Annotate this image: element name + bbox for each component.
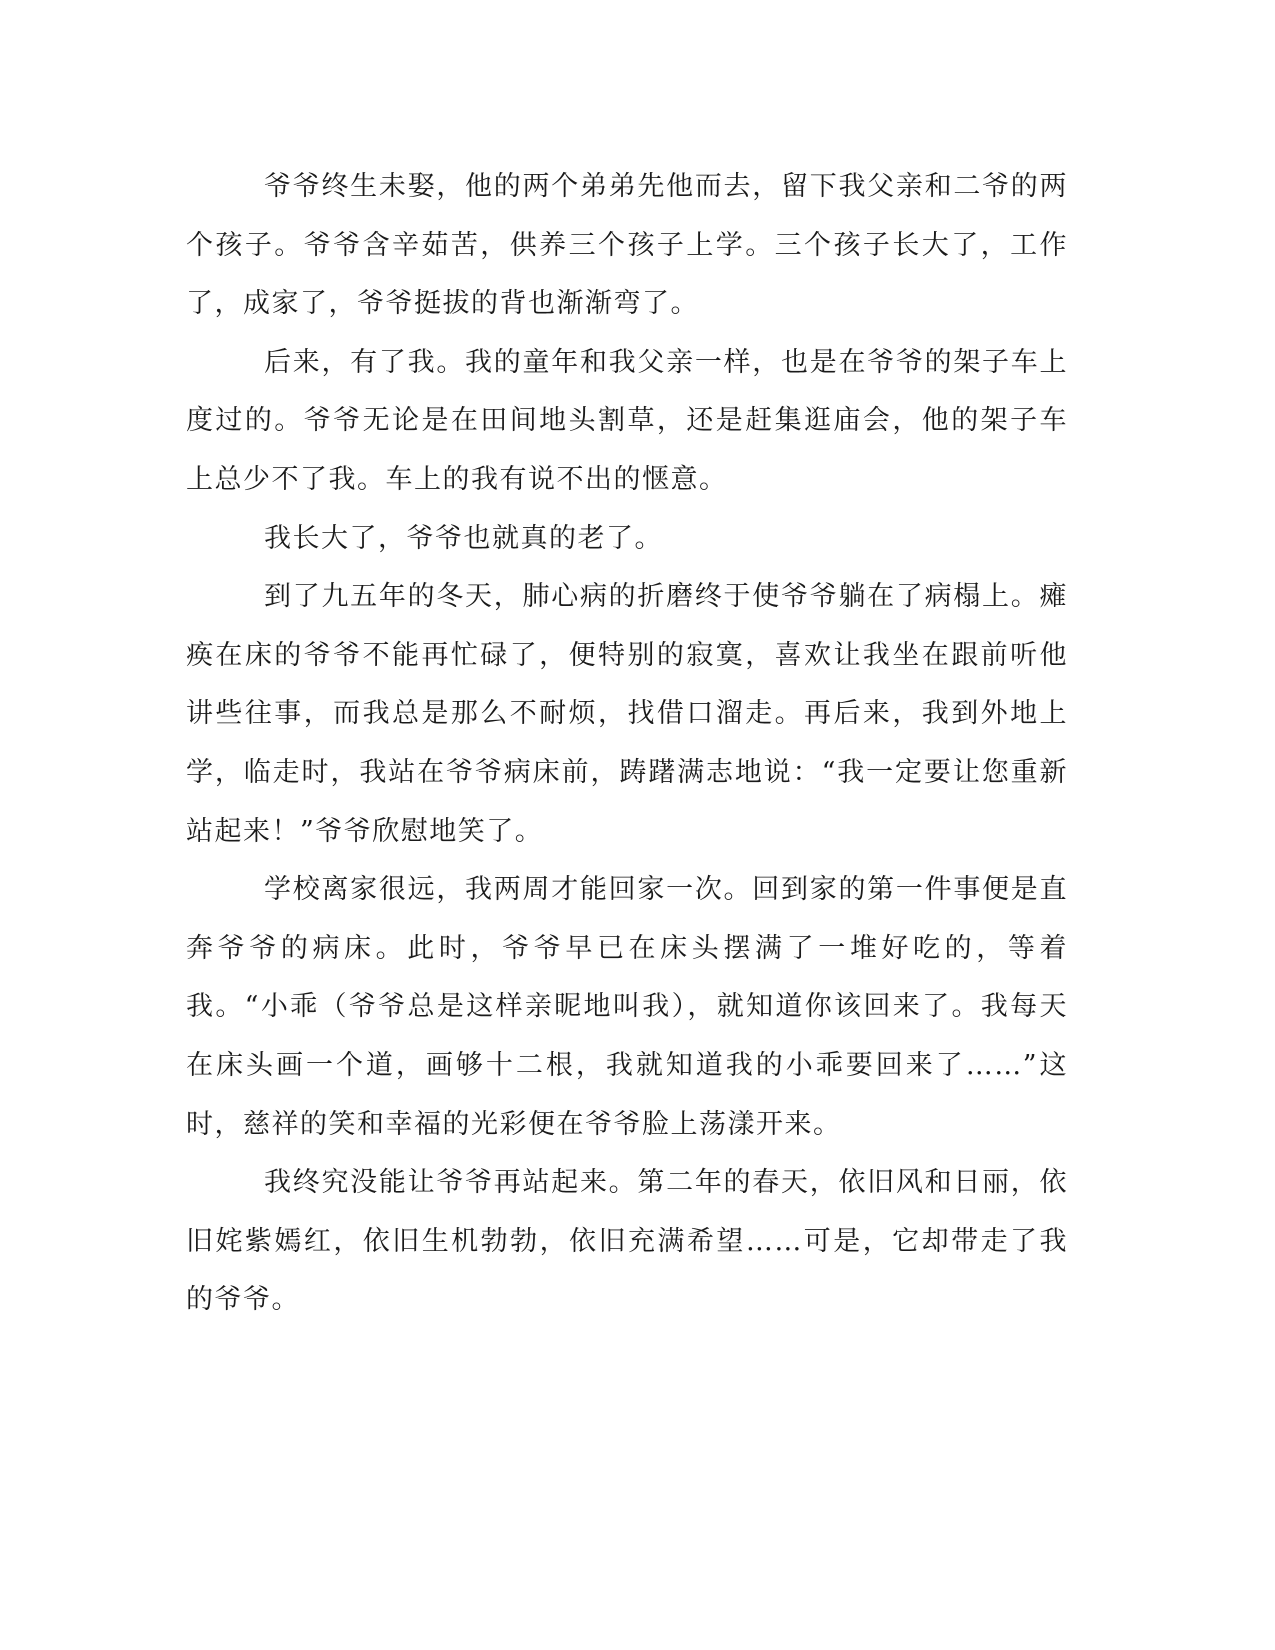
- paragraph-6: 我终究没能让爷爷再站起来。第二年的春天，依旧风和日丽，依旧姹紫嫣红，依旧生机勃勃，依旧充满希望……可是，它却带走了我的爷爷。: [186, 1167, 1068, 1316]
- paragraph-3: 我长大了，爷爷也就真的老了。: [264, 522, 663, 554]
- paragraph-5: 学校离家很远，我两周才能回家一次。回到家的第一件事便是直奔爷爷的病床。此时，爷爷早已在床头摆满了一堆好吃的，等着我。“小乖（爷爷总是这样亲昵地叫我），就知道你该回来了。我每天在床头画一个道，画够十二根，我就知道我的小乖要回来了……”这时，慈祥的笑和幸福的光彩便在爷爷脸上荡漾开来。: [186, 874, 1068, 1140]
- paragraph-2: 后来，有了我。我的童年和我父亲一样，也是在爷爷的架子车上度过的。爷爷无论是在田间地头割草，还是赶集逛庙会，他的架子车上总少不了我。车上的我有说不出的惬意。: [186, 346, 1068, 495]
- document-body: [186, 158, 1068, 1330]
- paragraph-4: 到了九五年的冬天，肺心病的折磨终于使爷爷躺在了病榻上。瘫痪在床的爷爷不能再忙碌了，便特别的寂寞，喜欢让我坐在跟前听他讲些往事，而我总是那么不耐烦，找借口溜走。再后来，我到外地上学，临走时，我站在爷爷病床前，踌躇满志地说：“我一定要让您重新站起来！”爷爷欣慰地笑了。: [186, 581, 1068, 847]
- paragraph-1: 爷爷终生未娶，他的两个弟弟先他而去，留下我父亲和二爷的两个孩子。爷爷含辛茹苦，供养三个孩子上学。三个孩子长大了，工作了，成家了，爷爷挺拔的背也渐渐弯了。: [186, 171, 1068, 320]
